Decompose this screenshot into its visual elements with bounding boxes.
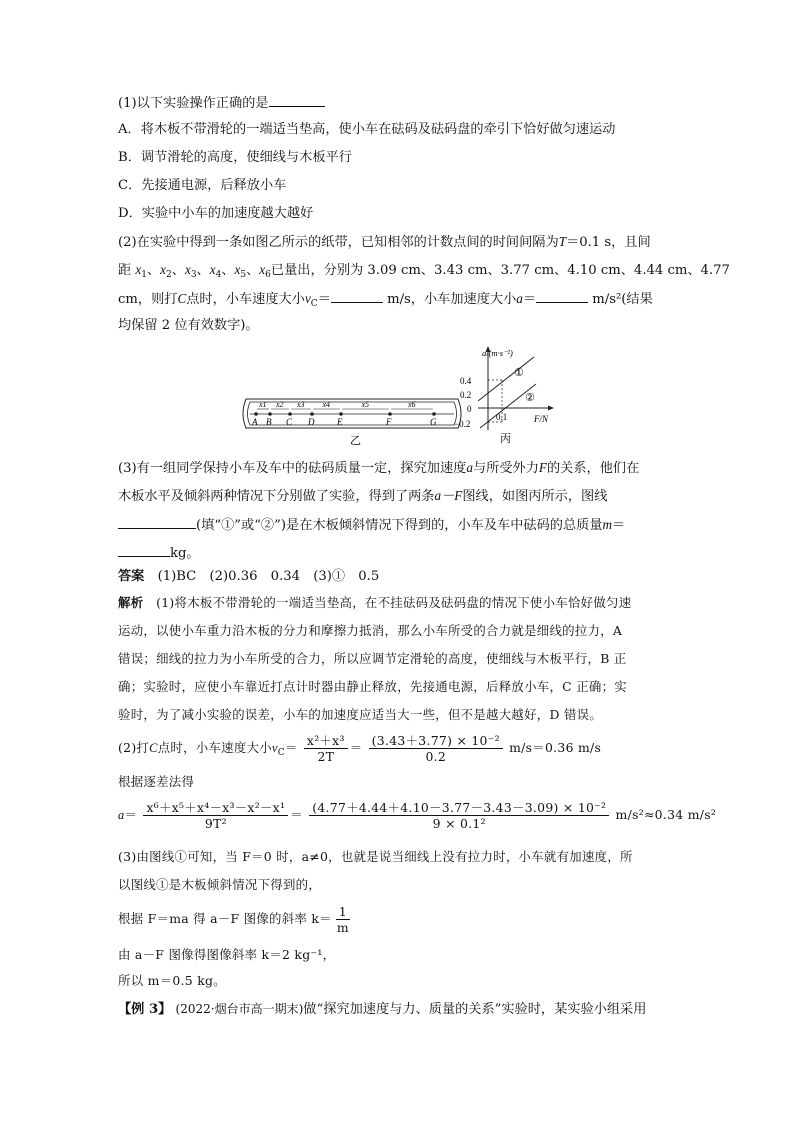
tape-point-label: D	[308, 417, 315, 427]
tape-segment-label: x4	[322, 400, 331, 409]
frac-den: 9 × 0.1²	[432, 816, 486, 831]
analysis-line-mass: 所以 m＝0.5 kg。	[118, 973, 226, 988]
q2-text: ＝0.1 s，且间	[566, 235, 651, 250]
q1-stem	[118, 93, 325, 113]
sub: 3	[190, 270, 197, 280]
q2-line-1	[118, 233, 651, 252]
graph-ytick-0: 0	[467, 404, 472, 414]
var-C: C	[149, 741, 158, 755]
q2-text: m/s²(结果	[592, 292, 653, 307]
sep: 、	[171, 263, 185, 278]
tape-caption: 乙	[350, 435, 361, 447]
var-x: x	[160, 262, 167, 277]
q3-text: 与所受外力	[472, 461, 539, 476]
equals: ＝	[349, 740, 363, 755]
q1-option-a: A．将木板不带滑轮的一端适当垫高，使小车在砝码及砝码盘的牵引下恰好做匀速运动	[118, 122, 616, 137]
analysis-zhucha: 根据逐差法得	[118, 774, 195, 789]
figure-tape-and-graph	[238, 342, 558, 460]
var-m: m	[602, 517, 613, 532]
sub: 6	[265, 270, 271, 280]
var-v: v	[304, 291, 311, 306]
sub: C	[277, 748, 285, 758]
q3-text: kg。	[170, 546, 200, 561]
analysis-line-q3-1: (3)由图线①可知，当 F＝0 时，a≠0，也就是说当细线上没有拉力时，小车就有加速度，所	[118, 849, 633, 864]
sep: 、	[246, 263, 260, 278]
q2-text: ＝	[317, 292, 331, 307]
sep: 、	[146, 263, 161, 278]
var-a: a	[466, 460, 473, 475]
graph-line1-label: ①	[514, 367, 524, 379]
example-text: 做“探究加速度与力、质量的关系”实验时，某实验小组采用	[303, 1002, 647, 1017]
graph-ylabel: a/(m·s⁻²)	[482, 348, 513, 358]
q1-option-d: D．实验中小车的加速度越大越好	[118, 206, 314, 221]
analysis-label: 解析	[118, 595, 144, 610]
analysis-line-q3-2: 以图线①是木板倾斜情况下得到的，	[118, 877, 322, 892]
sub: 5	[240, 270, 247, 280]
tape-points	[251, 400, 437, 427]
q1-option-b: B．调节滑轮的高度，使细线与木板平行	[118, 150, 352, 165]
tape-segment-label: x3	[297, 400, 305, 409]
tape-segment-label: x6	[408, 400, 416, 409]
frac-den: m	[336, 920, 349, 935]
tape-point	[339, 412, 343, 416]
q3-line-3	[118, 515, 625, 535]
analysis-vc-formula	[118, 731, 601, 770]
sub: 4	[215, 270, 222, 280]
figure-svg	[238, 342, 558, 460]
analysis-text: 点时，小车速度大小	[157, 740, 272, 755]
answer-line	[118, 568, 379, 586]
q1-option-c: C．先接通电源，后释放小车	[118, 178, 287, 193]
tape-point	[254, 412, 258, 416]
equals: ＝	[284, 740, 298, 755]
fraction-slope	[334, 904, 352, 935]
sep: 、	[196, 263, 210, 278]
tape-point-label: B	[266, 417, 272, 427]
graph-ytick-neg02: −0.2	[454, 419, 471, 429]
graph-xlabel: F/N	[534, 414, 549, 424]
q3-text: 图线，如图丙所示，图线	[462, 489, 608, 504]
q3-text: (3)有一组同学保持小车及车中的砝码质量一定，探究加速度	[118, 461, 467, 476]
frac-den: 2T	[317, 749, 335, 764]
q2-text: ＝	[522, 292, 537, 307]
analysis-text: 根据 F＝ma 得 a－F 图像的斜率 k＝	[118, 911, 332, 926]
var-x: x	[259, 262, 266, 277]
sub: C	[310, 299, 318, 309]
q2-text: (2)在实验中得到一条如图乙所示的纸带，已知相邻的计数点间的时间间隔为	[118, 235, 559, 250]
q3-text: 木板水平及倾斜两种情况下分别做了实验，得到了两条	[118, 489, 435, 504]
tape-segment-label: x1	[259, 400, 267, 409]
analysis-line-3: 错误；细线的拉力为小车所受的合力，所以应调节定滑轮的高度，使细线与木板平行，B 正	[118, 651, 627, 666]
q2-velocity-blank[interactable]	[331, 289, 383, 303]
tape-point-label: A	[252, 417, 258, 427]
analysis-line-slope: 由 a－F 图像得图像斜率 k＝2 kg⁻¹，	[118, 947, 336, 962]
frac-num: (4.77＋4.44＋4.10－3.77－3.43－3.09) × 10⁻²	[309, 800, 609, 816]
fraction-a-numeric	[309, 800, 609, 831]
q2-line-4: 均保留 2 位有效数字)。	[118, 318, 259, 333]
graph-line2-label: ②	[525, 392, 535, 404]
tape-segment-label: x2	[276, 400, 284, 409]
var-a: a	[118, 808, 125, 822]
graph-caption: 丙	[500, 433, 511, 445]
q2-text: 已量出，分别为 3.09 cm、3.43 cm、3.77 cm、4.10 cm、4.44 cm、4.77	[270, 263, 730, 278]
fraction-vc-numeric	[369, 733, 503, 764]
q3-line-1	[118, 459, 639, 478]
frac-den: 9T²	[204, 816, 227, 831]
q2-accel-blank[interactable]	[536, 289, 588, 303]
var-x: x	[209, 262, 216, 277]
q3-line-blank[interactable]	[118, 515, 196, 529]
tape-point	[310, 412, 314, 416]
analysis-line-1	[118, 594, 631, 612]
example-tag: 【例 3】	[118, 1002, 172, 1017]
equals: ＝	[124, 807, 138, 822]
tape-point	[432, 412, 436, 416]
tape-point-label: C	[286, 417, 293, 427]
answer-text: (1)BC (2)0.36 0.34 (3)① 0.5	[157, 569, 380, 584]
tape-point	[288, 412, 292, 416]
q3-mass-blank[interactable]	[118, 543, 170, 557]
analysis-result: m/s＝0.36 m/s	[509, 740, 602, 755]
fraction-vc-symbolic	[304, 733, 348, 764]
example-source: (2022·烟台市高一期末)	[175, 1002, 304, 1016]
q2-line-3	[118, 289, 653, 313]
example-3-line	[118, 1000, 646, 1019]
q3-line-2	[118, 487, 607, 506]
q1-answer-blank[interactable]	[269, 93, 325, 107]
q3-text: 的关系，他们在	[546, 461, 640, 476]
q3-text: (填“①”或“②”)是在木板倾斜情况下得到的，小车及车中砝码的总质量	[196, 518, 603, 533]
graph-ytick-04: 0.4	[460, 376, 472, 386]
analysis-line-5: 验时，为了减小实验的误差，小车的加速度应适当大一些，但不是越大越好，D 错误。	[118, 707, 603, 722]
var-T: T	[558, 234, 567, 249]
var-aF: a－F	[434, 488, 463, 503]
sub: 2	[166, 270, 172, 280]
var-v: v	[271, 741, 278, 755]
sub: 1	[141, 270, 147, 280]
analysis-slope-formula	[118, 902, 354, 936]
q3-line-4	[118, 543, 200, 563]
analysis-line-2: 运动，以使小车重力沿木板的分力和摩擦力抵消，那么小车所受的合力就是细线的拉力，A	[118, 623, 623, 638]
frac-den: 0.2	[425, 749, 447, 764]
tape-point	[388, 412, 392, 416]
var-a: a	[516, 291, 523, 306]
frac-num: x²＋x³	[304, 733, 348, 749]
var-x: x	[234, 262, 241, 277]
q3-text: ＝	[612, 518, 626, 533]
var-C: C	[177, 291, 187, 306]
answer-label: 答案	[118, 569, 145, 584]
graph-ytick-02: 0.2	[460, 390, 472, 400]
tape-point	[268, 412, 272, 416]
analysis-text: (2)打	[118, 740, 150, 755]
frac-num: (3.43＋3.77) × 10⁻²	[369, 733, 503, 749]
var-x: x	[135, 262, 142, 277]
fraction-a-symbolic	[143, 800, 288, 831]
analysis-accel-formula	[118, 798, 716, 832]
frac-num: 1	[336, 904, 350, 920]
frac-num: x⁶＋x⁵＋x⁴－x³－x²－x¹	[143, 800, 288, 816]
q2-line-2	[118, 261, 730, 284]
var-x: x	[184, 262, 191, 277]
tape-point-label: F	[386, 417, 392, 427]
tape-point-label: G	[430, 417, 437, 427]
q1-stem-text: (1)以下实验操作正确的是	[118, 96, 269, 111]
sep: 、	[221, 263, 235, 278]
equals: ＝	[290, 807, 303, 822]
q2-text: 距	[118, 263, 132, 278]
tape-point-label: E	[337, 417, 343, 427]
q2-text: cm，则打	[118, 292, 178, 307]
analysis-result: m/s²≈0.34 m/s²	[615, 807, 717, 822]
tape-segment-label: x5	[361, 400, 370, 409]
q2-text: 点时，小车速度大小	[186, 292, 305, 307]
analysis-line-4: 确；实验时，应使小车靠近打点计时器由静止释放，先接通电源，后释放小车，C 正确；实	[118, 679, 627, 694]
graph-xtick: 0.1	[496, 412, 508, 422]
var-F: F	[538, 460, 547, 475]
q2-text: m/s，小车加速度大小	[387, 292, 517, 307]
analysis-text: (1)将木板不带滑轮的一端适当垫高，在不挂砝码及砝码盘的情况下使小车恰好做匀速	[156, 595, 632, 610]
